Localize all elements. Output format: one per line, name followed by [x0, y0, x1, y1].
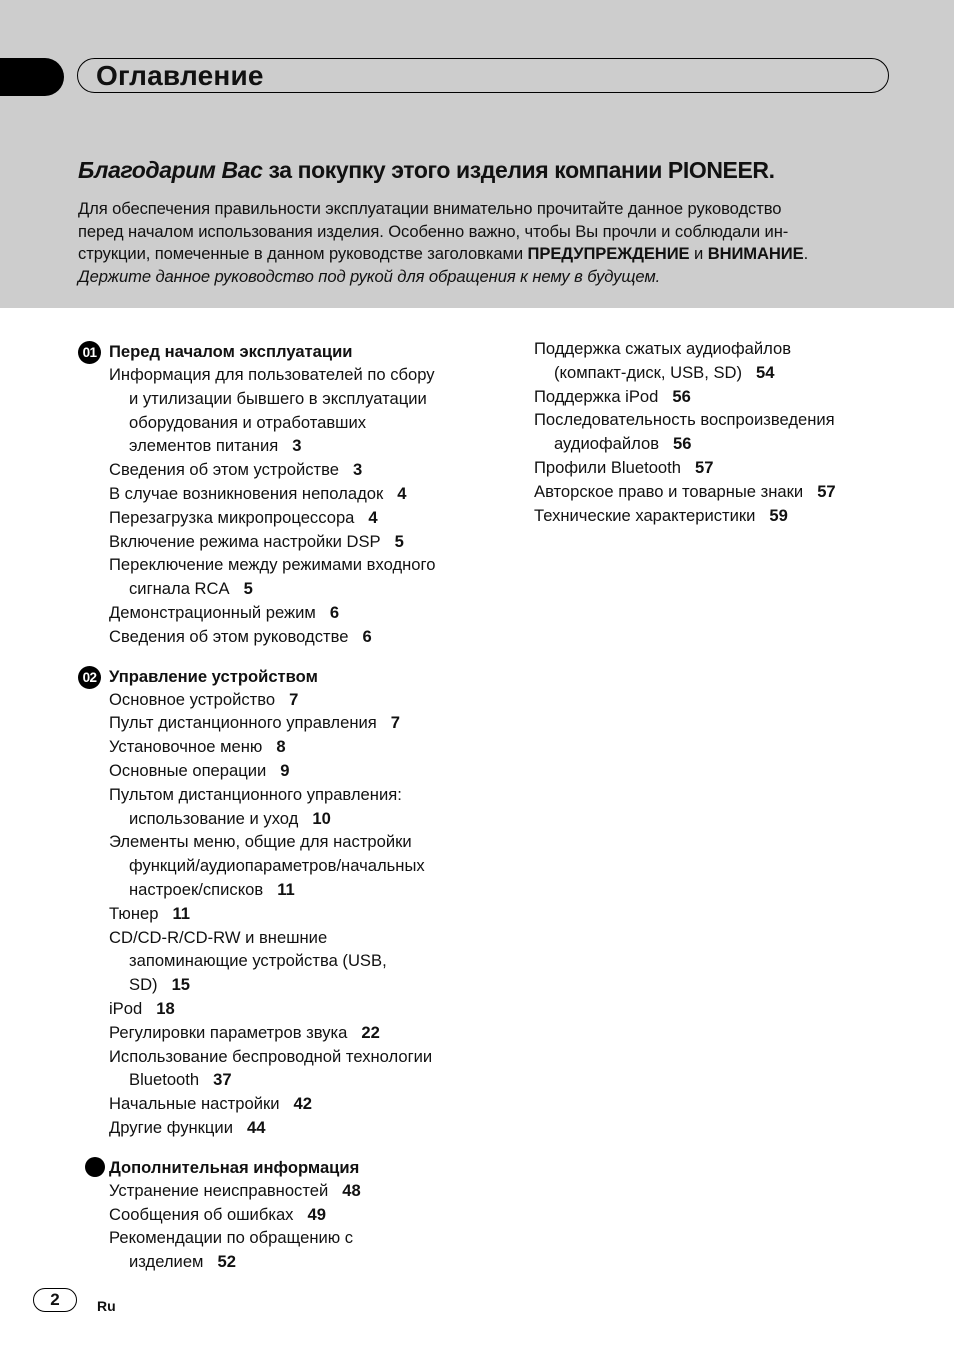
- toc-entry-line: [109, 711, 498, 735]
- toc-entry-line: [534, 504, 934, 528]
- toc-entry-list: [534, 337, 934, 527]
- toc-entry[interactable]: [109, 711, 498, 735]
- toc-entry-line: [534, 361, 934, 385]
- toc-entry-line: [109, 759, 498, 783]
- toc-page-number: 42: [293, 1094, 312, 1114]
- toc-page-number: 48: [342, 1180, 361, 1200]
- toc-entry[interactable]: [109, 482, 498, 506]
- toc-entry[interactable]: [109, 997, 498, 1021]
- toc-entry-line: [534, 337, 934, 361]
- toc-entry-text: и утилизации бывшего в эксплуатации: [129, 388, 427, 408]
- toc-entry[interactable]: [109, 1226, 498, 1274]
- toc-page-number: 8: [276, 737, 286, 757]
- toc-entry-line: [534, 408, 934, 432]
- toc-page-number: 49: [307, 1204, 326, 1224]
- toc-entry-text: запоминающие устройства (USB,: [129, 951, 387, 971]
- toc-entry-text: оборудования и отработавших: [129, 412, 367, 432]
- toc-entry-text: Перезагрузка микропроцессора: [109, 507, 355, 527]
- toc-entry-line: [109, 1116, 498, 1140]
- intro-line: струкции, помеченные в данном руководстве заголовками ПРЕДУПРЕЖДЕНИЕ и ВНИМАНИЕ.: [78, 244, 809, 264]
- toc-entry-line: [534, 385, 934, 409]
- intro-line: Для обеспечения правильности эксплуатации внимательно прочитайте данное руководство: [78, 199, 782, 218]
- toc-entry-text: Рекомендации по обращению с: [109, 1228, 354, 1248]
- toc-entry-text: Последовательность воспроизведения: [534, 410, 835, 430]
- toc-entry[interactable]: [109, 902, 498, 926]
- toc-entry-text: Пультом дистанционного управления:: [109, 784, 402, 804]
- toc-entry[interactable]: [109, 688, 498, 712]
- toc-entry-line: [109, 830, 498, 854]
- toc-entry[interactable]: [109, 926, 498, 997]
- chapter-dot-icon: [85, 1157, 105, 1177]
- toc-entry-text: Авторское право и товарные знаки: [534, 481, 804, 501]
- toc-entry[interactable]: [534, 480, 934, 504]
- toc-entry-line: [109, 997, 498, 1021]
- toc-entry-line: [109, 1250, 498, 1274]
- toc-page-number: 7: [289, 689, 299, 709]
- toc-entry[interactable]: [109, 735, 498, 759]
- toc-entry-text: Bluetooth: [129, 1070, 200, 1090]
- toc-entry-text: Поддержка iPod: [534, 386, 659, 406]
- toc-entry-line: [109, 411, 498, 435]
- toc-entry-text: В случае возникновения неполадок: [109, 483, 384, 503]
- toc-entry-line: [534, 480, 934, 504]
- toc-entry[interactable]: [109, 625, 498, 649]
- toc-page-number: 44: [246, 1117, 266, 1137]
- thanks-rest: за покупку этого изделия компании PIONEER.: [262, 157, 775, 183]
- toc-entry[interactable]: [109, 530, 498, 554]
- toc-entry-text: Начальные настройки: [109, 1094, 280, 1114]
- toc-entry-line: [109, 783, 498, 807]
- toc-entry-line: [109, 926, 498, 950]
- toc-entry-text: Элементы меню, общие для настройки: [109, 832, 412, 852]
- toc-entry-text: Пульт дистанционного управления: [109, 713, 377, 733]
- toc-entry-line: [109, 387, 498, 411]
- toc-entry-line: [109, 1226, 498, 1250]
- toc-entry-line: [109, 973, 498, 997]
- toc-entry[interactable]: [109, 553, 498, 601]
- page-title: Оглавление: [96, 60, 264, 91]
- toc-entry-line: [109, 458, 498, 482]
- toc-entry-text: изделием: [129, 1252, 204, 1272]
- toc-entry-list: [78, 1179, 498, 1274]
- toc-page-number: 18: [156, 998, 175, 1018]
- toc-page-number: 4: [368, 507, 378, 527]
- toc-page-number: 52: [217, 1252, 236, 1272]
- toc-entry-text: Тюнер: [109, 903, 159, 923]
- section-title: Управление устройством: [109, 666, 318, 686]
- toc-entry-text: Другие функции: [109, 1117, 233, 1137]
- toc-entry-line: [109, 482, 498, 506]
- page-number: 2: [33, 1288, 77, 1312]
- toc-entry[interactable]: [534, 408, 934, 456]
- chapter-number-badge: 02: [78, 666, 101, 689]
- intro-line: перед началом использования изделия. Особенно важно, чтобы Вы прочли и соблюдали ин-: [78, 221, 789, 241]
- toc-entry-line: [109, 735, 498, 759]
- toc-entry[interactable]: [109, 830, 498, 901]
- toc-entry-text: CD/CD-R/CD-RW и внешние: [109, 927, 328, 947]
- toc-entry-text: функций/аудиопараметров/начальных: [129, 856, 425, 876]
- toc-entry-list: [78, 363, 498, 649]
- toc-page-number: 3: [353, 460, 363, 480]
- toc-entry-text: SD): [129, 975, 158, 995]
- toc-entry[interactable]: [534, 456, 934, 480]
- toc-entry-text: Демонстрационный режим: [109, 602, 316, 622]
- toc-page-number: 3: [292, 436, 302, 456]
- toc-entry-text: Регулировки параметров звука: [109, 1022, 348, 1042]
- toc-page-number: 5: [394, 531, 404, 551]
- toc-entry-text: Включение режима настройки DSP: [109, 531, 381, 551]
- toc-page-number: 56: [673, 434, 692, 454]
- toc-entry-text: Установочное меню: [109, 737, 263, 757]
- toc-entry[interactable]: [109, 1045, 498, 1093]
- toc-entry-line: [109, 1092, 498, 1116]
- toc-section: [78, 1156, 498, 1274]
- toc-entry[interactable]: [109, 363, 498, 458]
- toc-page-number: 22: [361, 1022, 380, 1042]
- toc-entry[interactable]: [534, 337, 934, 385]
- section-title: Перед началом эксплуатации: [109, 342, 353, 361]
- toc-page-number: 10: [312, 808, 331, 828]
- toc-entry-text: iPod: [109, 998, 143, 1018]
- toc-entry-text: использование и уход: [129, 808, 299, 828]
- toc-right-column: [534, 337, 934, 527]
- toc-page-number: 5: [243, 579, 253, 599]
- toc-entry[interactable]: [109, 1116, 498, 1140]
- toc-entry-text: элементов питания: [129, 436, 279, 456]
- toc-entry-line: [534, 432, 934, 456]
- toc-page-number: 57: [817, 481, 836, 501]
- intro-italic-line: Держите данное руководство под рукой для обращения к нему в будущем.: [78, 266, 661, 286]
- toc-entry[interactable]: [109, 759, 498, 783]
- toc-entry-line: [109, 807, 498, 831]
- toc-entry-line: [109, 506, 498, 530]
- toc-entry-text: Устранение неисправностей: [109, 1180, 329, 1200]
- toc-entry-line: [109, 434, 498, 458]
- toc-page-number: 6: [329, 602, 340, 622]
- toc-entry-line: [109, 1203, 498, 1227]
- title-frame: [77, 58, 889, 93]
- toc-page-number: 15: [171, 975, 191, 995]
- toc-entry-line: [109, 902, 498, 926]
- section-heading[interactable]: [78, 665, 498, 688]
- toc-page-number: 11: [172, 903, 191, 923]
- toc-page-number: 56: [672, 386, 691, 406]
- toc-entry-line: [109, 363, 498, 387]
- toc-entry-line: [109, 949, 498, 973]
- toc-entry-text: аудиофайлов: [554, 434, 660, 454]
- toc-entry-text: Основное устройство: [109, 689, 276, 709]
- toc-page-number: 9: [280, 760, 290, 780]
- toc-entry-line: [109, 553, 498, 577]
- toc-entry-text: сигнала RCA: [129, 579, 230, 599]
- toc-entry[interactable]: [109, 1021, 498, 1045]
- toc-entry-text: Сведения об этом руководстве: [109, 626, 349, 646]
- toc-entry-line: [109, 601, 498, 625]
- section-heading[interactable]: [78, 1156, 498, 1179]
- toc-entry-line: [109, 854, 498, 878]
- toc-entry[interactable]: [534, 385, 934, 409]
- toc-entry-text: Профили Bluetooth: [534, 457, 681, 477]
- toc-entry-text: Основные операции: [109, 760, 267, 780]
- warning-word: ПРЕДУПРЕЖДЕНИЕ: [527, 244, 690, 264]
- toc-left-column: [78, 340, 498, 1290]
- toc-entry-text: Технические характеристики: [534, 505, 756, 525]
- toc-entry-text: Поддержка сжатых аудиофайлов: [534, 339, 792, 358]
- caution-word: ВНИМАНИЕ: [707, 244, 804, 264]
- toc-entry-line: [109, 1045, 498, 1069]
- toc-page-number: 57: [695, 457, 714, 477]
- toc-entry[interactable]: [109, 458, 498, 482]
- toc-section: [78, 340, 498, 649]
- toc-page-number: 59: [769, 505, 788, 525]
- toc-entry-text: Сообщения об ошибках: [109, 1204, 294, 1224]
- toc-entry-line: [109, 530, 498, 554]
- toc-entry-text: Сведения об этом устройстве: [109, 460, 340, 480]
- toc-entry-text: Использование беспроводной технологии: [109, 1046, 433, 1066]
- toc-entry-list: [78, 688, 498, 1140]
- toc-entry[interactable]: [534, 504, 934, 528]
- intro-paragraph: [78, 198, 898, 288]
- toc-entry-text: настроек/списков: [129, 879, 264, 899]
- toc-entry[interactable]: [109, 783, 498, 831]
- toc-page-number: 4: [397, 483, 407, 503]
- toc-entry[interactable]: [109, 1179, 498, 1203]
- language-code: Ru: [97, 1298, 116, 1314]
- toc-page-number: 37: [213, 1070, 232, 1090]
- toc-entry-line: [109, 878, 498, 902]
- toc-entry-line: [109, 625, 498, 649]
- toc-section: [78, 665, 498, 1140]
- toc-entry-line: [109, 1021, 498, 1045]
- toc-page-number: 7: [390, 713, 400, 733]
- toc-entry-text: (компакт-диск, USB, SD): [554, 362, 743, 382]
- toc-entry[interactable]: [109, 506, 498, 530]
- toc-entry-line: [109, 688, 498, 712]
- toc-entry-text: Информация для пользователей по сбору: [109, 365, 435, 384]
- toc-page-number: 54: [756, 362, 775, 382]
- toc-entry[interactable]: [109, 601, 498, 625]
- thanks-italic: Благодарим Вас: [78, 157, 263, 183]
- section-heading[interactable]: [78, 340, 498, 363]
- toc-entry-line: [534, 456, 934, 480]
- toc-entry-line: [109, 1179, 498, 1203]
- toc-entry[interactable]: [109, 1092, 498, 1116]
- section-title: Дополнительная информация: [109, 1157, 360, 1177]
- toc-entry-line: [109, 1068, 498, 1092]
- toc-entry[interactable]: [109, 1203, 498, 1227]
- toc-entry-text: Переключение между режимами входного: [109, 555, 436, 575]
- section-tab: [0, 58, 64, 96]
- thanks-heading: [78, 157, 775, 184]
- toc-page-number: 6: [362, 626, 372, 646]
- toc-entry-line: [109, 577, 498, 601]
- chapter-number-badge: 01: [78, 341, 101, 364]
- toc-page-number: 11: [277, 879, 295, 899]
